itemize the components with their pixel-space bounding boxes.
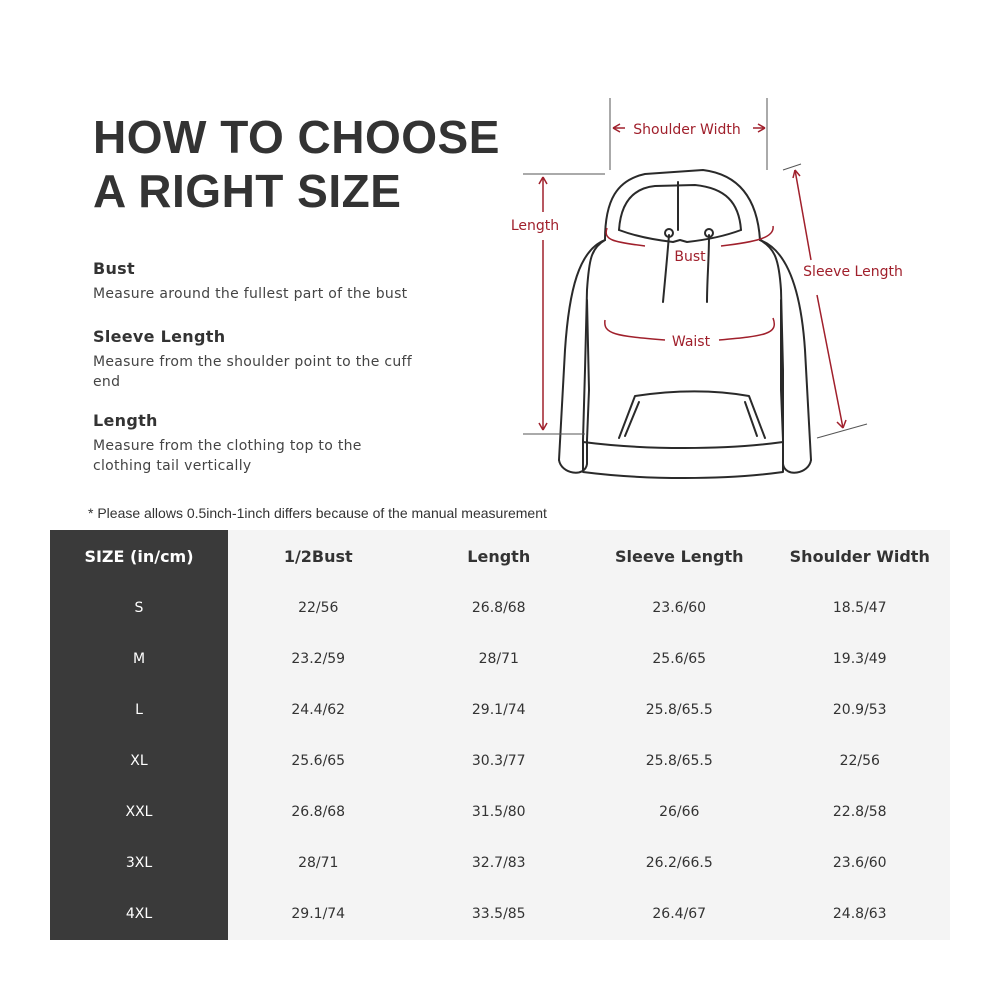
table-row — [50, 582, 950, 633]
table-cell: 31.5/80 — [409, 787, 590, 838]
table-cell: 26/66 — [589, 787, 770, 838]
table-cell: 32.7/83 — [409, 838, 590, 889]
guide-heading: Length — [93, 411, 158, 430]
table-cell: 22/56 — [228, 582, 409, 633]
size-cell: S — [50, 582, 228, 633]
table-cell: 29.1/74 — [409, 684, 590, 735]
table-cell: 29.1/74 — [228, 889, 409, 940]
table-cell: 33.5/85 — [409, 889, 590, 940]
guide-length — [93, 411, 453, 476]
table-row — [50, 838, 950, 889]
header-size: SIZE (in/cm) — [50, 530, 228, 582]
length-label: Length — [510, 218, 560, 234]
size-cell: XL — [50, 735, 228, 786]
table-cell: 23.6/60 — [770, 838, 951, 889]
waist-label: Waist — [671, 334, 711, 350]
hoodie-illustration — [559, 170, 811, 478]
table-cell: 25.8/65.5 — [589, 684, 770, 735]
table-cell: 28/71 — [228, 838, 409, 889]
table-cell: 26.8/68 — [228, 787, 409, 838]
table-header-row — [50, 530, 950, 582]
table-cell: 22.8/58 — [770, 787, 951, 838]
size-cell: M — [50, 633, 228, 684]
table-cell: 26.2/66.5 — [589, 838, 770, 889]
size-cell: L — [50, 684, 228, 735]
bust-label: Bust — [674, 249, 706, 265]
table-cell: 23.6/60 — [589, 582, 770, 633]
table-cell: 22/56 — [770, 735, 951, 786]
guide-bust — [93, 259, 453, 304]
guide-text: Measure from the clothing top to the clothing tail vertically — [93, 438, 362, 474]
table-cell: 20.9/53 — [770, 684, 951, 735]
guide-text: Measure around the fullest part of the bust — [93, 286, 408, 302]
table-row — [50, 735, 950, 786]
hoodie-measurement-diagram — [495, 90, 915, 495]
header-sleeve-length: Sleeve Length — [589, 530, 770, 582]
table-cell: 25.8/65.5 — [589, 735, 770, 786]
table-row — [50, 889, 950, 940]
table-cell: 25.6/65 — [228, 735, 409, 786]
table-cell: 19.3/49 — [770, 633, 951, 684]
measurement-note: * Please allows 0.5inch-1inch differs because of the manual measurement — [88, 505, 547, 521]
table-cell: 30.3/77 — [409, 735, 590, 786]
table-row — [50, 633, 950, 684]
guide-sleeve-length — [93, 327, 453, 392]
header-half-bust: 1/2Bust — [228, 530, 409, 582]
size-cell: XXL — [50, 787, 228, 838]
table-row — [50, 684, 950, 735]
header-shoulder-width: Shoulder Width — [770, 530, 951, 582]
page-title — [93, 110, 500, 218]
table-cell: 26.4/67 — [589, 889, 770, 940]
table-cell: 25.6/65 — [589, 633, 770, 684]
table-row — [50, 787, 950, 838]
guide-heading: Bust — [93, 259, 135, 278]
title-line-2: A RIGHT SIZE — [93, 165, 402, 217]
header-length: Length — [409, 530, 590, 582]
table-cell: 23.2/59 — [228, 633, 409, 684]
table-cell: 24.4/62 — [228, 684, 409, 735]
table-cell: 26.8/68 — [409, 582, 590, 633]
shoulder-width-label: Shoulder Width — [633, 122, 741, 138]
table-cell: 28/71 — [409, 633, 590, 684]
guide-heading: Sleeve Length — [93, 327, 226, 346]
title-line-1: HOW TO CHOOSE — [93, 111, 500, 163]
size-cell: 3XL — [50, 838, 228, 889]
table-cell: 24.8/63 — [770, 889, 951, 940]
size-cell: 4XL — [50, 889, 228, 940]
table-cell: 18.5/47 — [770, 582, 951, 633]
sleeve-length-label: Sleeve Length — [803, 264, 903, 280]
guide-text: Measure from the shoulder point to the cuff end — [93, 354, 413, 390]
size-chart-table — [50, 530, 950, 940]
